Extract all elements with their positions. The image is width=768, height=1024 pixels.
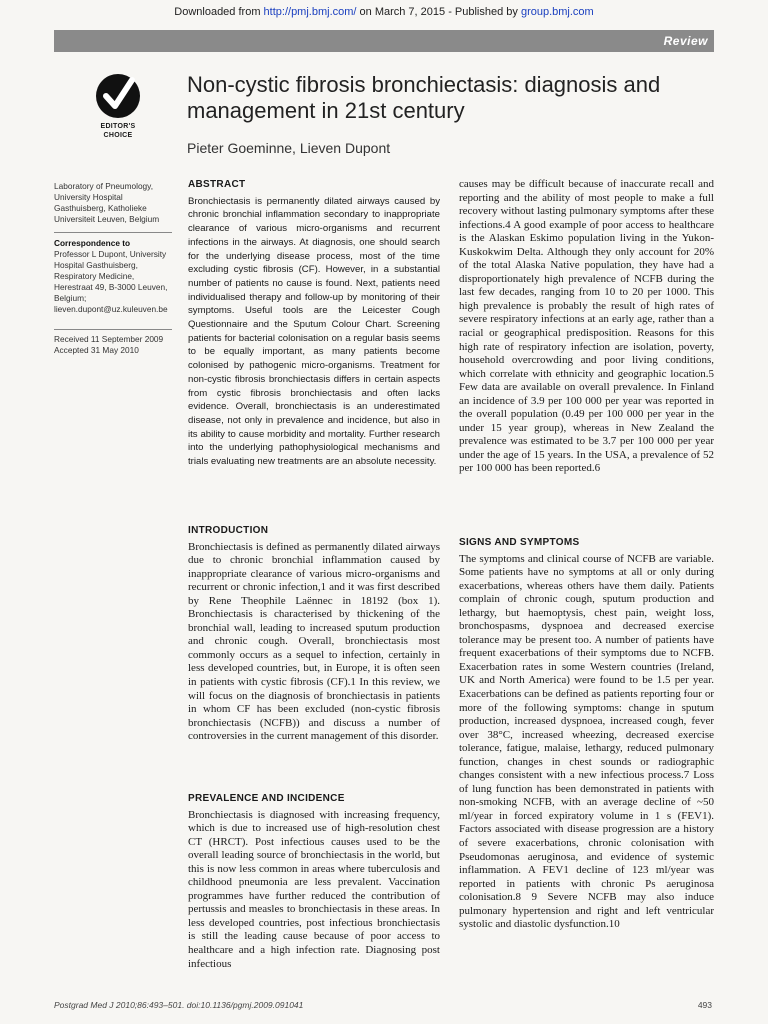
- correspondence-heading: Correspondence to: [54, 238, 131, 248]
- introduction-text: Bronchiectasis is defined as permanently dilated airways due to chronic bronchial inflammation caused by inappropriate clearance of various micro-organisms and recurrent or chronic infection,1 and it was first described by Rene Theophile Laënnec in 18192 (box 1). Bronchiectasis is characterised by thickening of the bronchial wall, leading to increased sputum production and chronic cough. Overall, bronchiectasis most commonly occurs as a sequel to infection, certainly in less developed countries, but, in Europe, it is often seen in patients with cystic fibrosis (CF).1 In this review, we will focus on the diagnosis of bronchiectasis in patients in whom CF has been excluded (non-cystic fibrosis bronchiectasis (NCFB)) and discuss a number of controversies in the current management of this disorder.: [188, 540, 440, 743]
- introduction-section: [188, 524, 440, 744]
- article-title: Non-cystic fibrosis bronchiectasis: diagnosis and management in 21st century: [187, 72, 661, 123]
- pmj-link[interactable]: http://pmj.bmj.com/: [263, 6, 357, 18]
- affiliation-lab: Laboratory of Pneumology, University Hospital Gasthuisberg, Katholieke Universiteit Leuven, Belgium: [54, 181, 160, 224]
- checkmark-icon: [96, 74, 140, 118]
- correspondence-text: Professor L Dupont, University Hospital Gasthuisberg, Respiratory Medicine, Herestraat 49, B-3000 Leuven, Belgium; lieven.dupont@uz.kuleuven.be: [54, 249, 168, 314]
- abstract-text: Bronchiectasis is permanently dilated airways caused by chronic bronchial inflammation secondary to inappropriate clearance of various micro-organisms and recurrent infections in the airways. At diagnosis, one should search for the underlying disease process, most of the time excluding cystic fibrosis (CF). However, in a substantial number of patients no cause is found. Next, patients need individualised therapy and follow-up by monitoring of their symptoms. Useful tools are the Leicester Cough Questionnaire and the Sputum Colour Chart. Screening patients for bacterial colonisation on a regular basis seems to be equally important, as many patients become colonised by pathogenic micro-organisms. Treatment for non-cystic fibrosis bronchiectasis differs in certain aspects from cystic fibrosis bronchiectasis and often lacks evidence. Overall, bronchiectasis is an underestimated disease, not only in prevalence and incidence, but also in its ability to cause morbidity and mortality. Further research into the underlying pathophysiological mechanisms and trials evaluating new treatments are an absolute necessity.: [188, 195, 440, 468]
- signs-heading: SIGNS AND SYMPTOMS: [459, 537, 580, 548]
- download-prefix: Downloaded from: [174, 6, 264, 18]
- prevalence-section: [188, 792, 440, 971]
- received-dates: Received 11 September 2009 Accepted 31 May 2010: [54, 334, 164, 355]
- footer-citation: Postgrad Med J 2010;86:493–501. doi:10.1136/pgmj.2009.091041: [54, 1000, 304, 1010]
- prevalence-heading: PREVALENCE AND INCIDENCE: [188, 793, 345, 804]
- abstract-heading: ABSTRACT: [188, 179, 246, 190]
- group-bmj-link[interactable]: group.bmj.com: [520, 6, 594, 18]
- prevalence-text: Bronchiectasis is diagnosed with increasing frequency, which is due to increased use of high-resolution chest CT (HRCT). Post infectious causes used to be the overall leading source of bronchiectasis in the world, but this is now less common in areas where tuberculosis and childhood pneumonia are less prevalent. Vaccination programmes have further reduced the contribution of pertussis and measles to bronchiectasis in these areas. In less developed countries, post infectious bronchiectasis is still the leading cause because of poor access to healthcare and a high infection rate. Diagnosing post infectious: [188, 808, 440, 970]
- logo-text: EDITOR'S CHOICE: [100, 123, 136, 139]
- download-mid: on March 7, 2015 - Published by: [356, 6, 521, 18]
- affiliation-divider: [54, 232, 172, 233]
- download-notice: [0, 6, 768, 18]
- section-bar: [54, 30, 714, 52]
- introduction-heading: INTRODUCTION: [188, 525, 269, 536]
- editors-choice-logo: [90, 74, 146, 140]
- abstract-section: [188, 178, 440, 469]
- signs-text: The symptoms and clinical course of NCFB are variable. Some patients have no symptoms at all or only during exacerbations, whereas others have them daily. Patients complain of chronic cough, sputum production and lethargy, but haemoptysis, chest pain, weight loss, bronchospasms, dyspnoea and decreased exercise tolerance may be present too. A number of patients have frequent exacerbations of their symptoms due to NCFB. Exacerbation rates in some Western countries (Ireland, UK and North America) were found to be 1.5 per year. Exacerbations can be defined as patients reporting four or more of the following symptoms: change in sputum production, increased dyspnoea, increased cough, fever over 38°C, increased wheezing, decreased exercise tolerance, fatigue, malaise, lethargy, reduced pulmonary function, changes in chest sounds or radiographic changes consistent with a new infectious process.7 Loss of lung function has been demonstrated in patients with non-smoking NCFB, with an average decline of ~50 ml/year in forced expiratory volume in 1 s (FEV1). Factors associated with disease progression are a history of severe exacerbations, chronic colonisation with Pseudomonas aeruginosa, and evidence of systemic inflammation. A FEV1 decline of 123 ml/year was reported in patients with chronic Ps aeruginosa colonisation.8 9 Severe NCFB may also induce pulmonary hypertension and right and left ventricular systolic and diastolic dysfunction.10: [459, 552, 714, 931]
- correspondence-block: [54, 238, 172, 315]
- article-authors: Pieter Goeminne, Lieven Dupont: [187, 140, 391, 156]
- prevalence-continued-text: causes may be difficult because of inaccurate recall and reporting and the ability of most people to make a full recovery without lasting pulmonary symptoms after these infections.4 A good example of poor access to healthcare is the Alaskan Eskimo population living in the Yukon-Kuskokwim Delta. Although they only account for 20% of the total Alaska Native population, they have had a disproportionately high prevalence of NCFB during the last few decades, ranging from 10 to 20 per 1000. This high prevalence is probably the result of high rates of severe respiratory infections at an early age, rather than a racial or geographical predisposition. Reasons for this high rate of respiratory infection are isolation, poverty, household overcrowding and poor living conditions, which correlate with ethnicity and geographic location.5 Few data are available on overall prevalence. In Finland an incidence of 3.9 per 100 000 per year was reported in the overall population (0.49 per 100 000 per year in the under 15 year group), whereas in New Zealand the prevalence was estimated to be 3.7 per 100 000 per year under the age of 15 years. In the USA, a prevalence of 52 per 100 000 has been reported.6: [459, 178, 714, 475]
- right-column-continued: [459, 178, 714, 476]
- section-label: Review: [663, 34, 708, 48]
- dates-divider: [54, 329, 172, 330]
- page-number: 493: [697, 1000, 712, 1010]
- signs-section: [459, 536, 714, 932]
